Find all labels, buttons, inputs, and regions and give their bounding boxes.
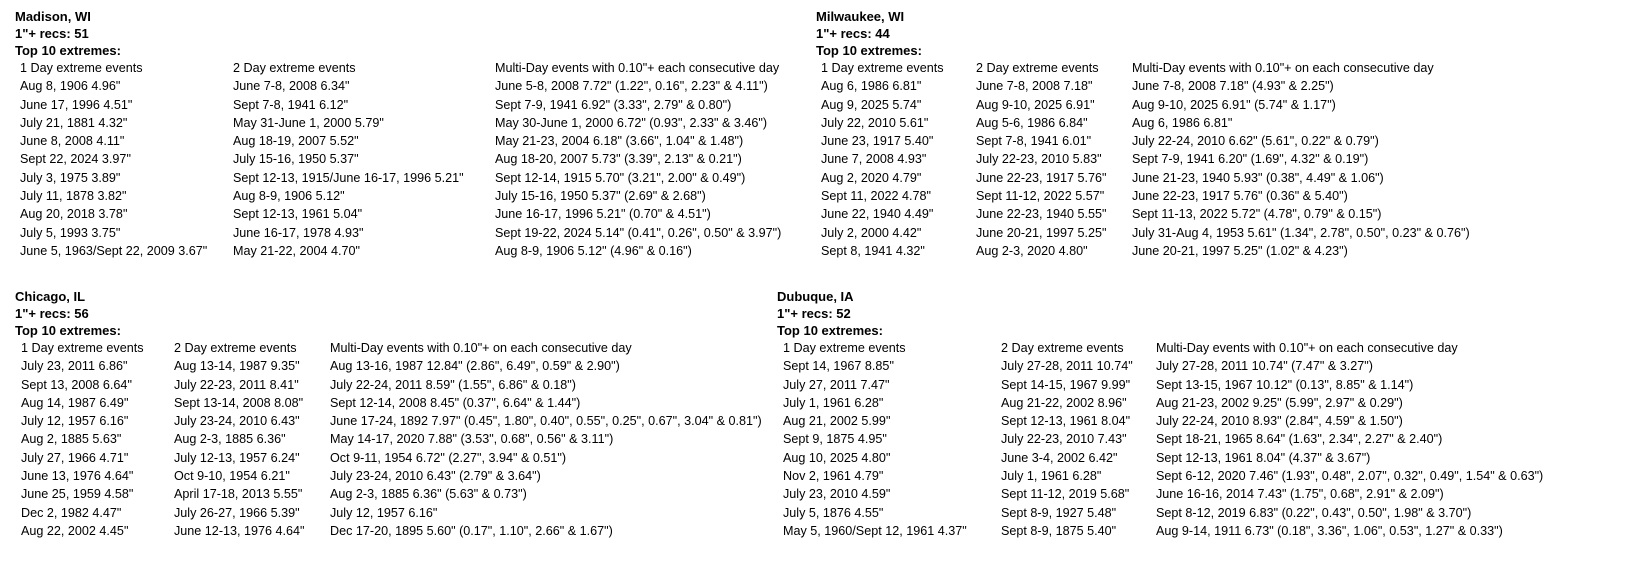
column-header: 2 Day extreme events — [174, 341, 297, 355]
list-item: June 22, 1940 4.49" — [821, 207, 934, 222]
list-item: July 23-24, 2010 6.43" (2.79" & 3.64") — [330, 469, 541, 484]
list-item: Sept 11-12, 2019 5.68" — [1001, 487, 1130, 502]
city-title: Chicago, IL — [15, 289, 86, 304]
list-item: Aug 2, 1885 5.63" — [21, 432, 122, 447]
column-header: 1 Day extreme events — [821, 61, 944, 75]
list-item: Sept 7-9, 1941 6.92" (3.33", 2.79" & 0.80") — [495, 97, 732, 112]
list-item: Dec 2, 1982 4.47" — [21, 505, 122, 520]
column-header: 1 Day extreme events — [783, 341, 906, 355]
recs-count: 1"+ recs: 44 — [816, 26, 890, 41]
list-item: July 5, 1876 4.55" — [783, 505, 884, 520]
list-item: Dec 17-20, 1895 5.60" (0.17", 1.10", 2.66" & 1.67") — [330, 523, 613, 538]
list-item: Sept 12-14, 2008 8.45" (0.37", 6.64" & 1.44") — [330, 395, 581, 410]
list-item: May 21-22, 2004 4.70" — [233, 243, 360, 258]
list-item: Sept 19-22, 2024 5.14" (0.41", 0.26", 0.50" & 3.97") — [495, 225, 782, 240]
list-item: Aug 6, 1986 6.81" — [821, 79, 922, 94]
city-title: Madison, WI — [15, 9, 91, 24]
list-item: June 23, 1917 5.40" — [821, 134, 934, 149]
column-header: 2 Day extreme events — [233, 61, 356, 75]
chicago-one-day-column — [21, 339, 144, 540]
list-item: July 22-23, 2010 7.43" — [1001, 432, 1127, 447]
list-item: Aug 9-10, 2025 6.91" — [976, 97, 1095, 112]
list-item: June 20-21, 1997 5.25" (1.02" & 4.23") — [1132, 243, 1348, 258]
column-header: 2 Day extreme events — [1001, 341, 1124, 355]
list-item: June 22-23, 1917 5.76" (0.36" & 5.40") — [1132, 189, 1348, 204]
list-item: Aug 2, 2020 4.79" — [821, 170, 922, 185]
list-item: June 17-24, 1892 7.97" (0.45", 1.80", 0.40", 0.55", 0.25", 0.67", 3.04" & 0.81") — [330, 414, 762, 429]
list-item: Aug 2-3, 1885 6.36" — [174, 432, 286, 447]
list-item: July 23, 2011 6.86" — [21, 359, 128, 374]
list-item: July 22-24, 2010 6.62" (5.61", 0.22" & 0.79") — [1132, 134, 1379, 149]
list-item: June 5, 1963/Sept 22, 2009 3.67" — [20, 243, 208, 258]
list-item: Sept 13-14, 2008 8.08" — [174, 395, 304, 410]
list-item: July 23-24, 2010 6.43" — [174, 414, 300, 429]
list-item: June 16-16, 2014 7.43" (1.75", 0.68", 2.91" & 2.09") — [1156, 487, 1444, 502]
list-item: Sept 6-12, 2020 7.46" (1.93", 0.48", 2.07", 0.32", 0.49", 1.54" & 0.63") — [1156, 469, 1544, 484]
list-item: Aug 21, 2002 5.99" — [783, 414, 891, 429]
list-item: July 12, 1957 6.16" — [330, 505, 438, 520]
list-item: Sept 13, 2008 6.64" — [21, 377, 132, 392]
list-item: Aug 9-14, 1911 6.73" (0.18", 3.36", 1.06", 0.53", 1.27" & 0.33") — [1156, 523, 1503, 538]
list-item: Sept 14, 1967 8.85" — [783, 359, 894, 374]
list-item: Sept 11-12, 2022 5.57" — [976, 189, 1105, 204]
list-item: May 30-June 1, 2000 6.72" (0.93", 2.33" & 3.46") — [495, 115, 768, 130]
list-item: Sept 7-9, 1941 6.20" (1.69", 4.32" & 0.19") — [1132, 152, 1369, 167]
list-item: Nov 2, 1961 4.79" — [783, 469, 884, 484]
list-item: June 3-4, 2002 6.42" — [1001, 450, 1118, 465]
list-item: June 17, 1996 4.51" — [20, 97, 133, 112]
list-item: Sept 14-15, 1967 9.99" — [1001, 377, 1131, 392]
list-item: June 16-17, 1978 4.93" — [233, 225, 364, 240]
list-item: June 20-21, 1997 5.25" — [976, 225, 1107, 240]
list-item: Aug 9-10, 2025 6.91" (5.74" & 1.17") — [1132, 97, 1336, 112]
madison-section — [15, 8, 121, 59]
list-item: July 22-23, 2011 8.41" — [174, 377, 299, 392]
list-item: Sept 12-13, 1961 8.04" — [1001, 414, 1131, 429]
list-item: April 17-18, 2013 5.55" — [174, 487, 303, 502]
list-item: Sept 7-8, 1941 6.12" — [233, 97, 349, 112]
list-item: June 22-23, 1917 5.76" — [976, 170, 1107, 185]
city-title: Dubuque, IA — [777, 289, 854, 304]
list-item: July 15-16, 1950 5.37" (2.69" & 2.68") — [495, 189, 706, 204]
list-item: June 7-8, 2008 7.18" (4.93" & 2.25") — [1132, 79, 1334, 94]
list-item: Aug 21-22, 2002 8.96" — [1001, 395, 1127, 410]
recs-count: 1"+ recs: 52 — [777, 306, 851, 321]
list-item: July 27, 2011 7.47" — [783, 377, 890, 392]
list-item: Aug 13-16, 1987 12.84" (2.86", 6.49", 0.59" & 2.90") — [330, 359, 620, 374]
milwaukee-section — [816, 8, 922, 59]
city-title: Milwaukee, WI — [816, 9, 905, 24]
list-item: May 5, 1960/Sept 12, 1961 4.37" — [783, 523, 967, 538]
dubuque-two-day-column — [1001, 339, 1133, 540]
list-item: June 16-17, 1996 5.21" (0.70" & 4.51") — [495, 207, 711, 222]
list-item: July 12, 1957 6.16" — [21, 414, 129, 429]
top-extremes-label: Top 10 extremes: — [816, 43, 922, 58]
list-item: July 15-16, 1950 5.37" — [233, 152, 359, 167]
list-item: Aug 18-20, 2007 5.73" (3.39", 2.13" & 0.21") — [495, 152, 742, 167]
list-item: Aug 18-19, 2007 5.52" — [233, 134, 359, 149]
list-item: Sept 11, 2022 4.78" — [821, 189, 931, 204]
list-item: July 11, 1878 3.82" — [20, 189, 127, 204]
dubuque-multi-day-column — [1156, 339, 1543, 540]
list-item: July 31-Aug 4, 1953 5.61" (1.34", 2.78", 0.50", 0.23" & 0.76") — [1132, 225, 1470, 240]
column-header: 2 Day extreme events — [976, 61, 1099, 75]
column-header: 1 Day extreme events — [20, 61, 143, 75]
list-item: May 31-June 1, 2000 5.79" — [233, 115, 384, 130]
list-item: Sept 13-15, 1967 10.12" (0.13", 8.85" & 1.14") — [1156, 377, 1414, 392]
list-item: Sept 12-13, 1915/June 16-17, 1996 5.21" — [233, 170, 464, 185]
list-item: Aug 5-6, 1986 6.84" — [976, 115, 1088, 130]
list-item: June 5-8, 2008 7.72" (1.22", 0.16", 2.23" & 4.11") — [495, 79, 768, 94]
dubuque-one-day-column — [783, 339, 967, 540]
list-item: July 27-28, 2011 10.74" (7.47" & 3.27") — [1156, 359, 1373, 374]
list-item: Sept 12-13, 1961 5.04" — [233, 207, 363, 222]
milwaukee-multi-day-column — [1132, 59, 1470, 260]
column-header: 1 Day extreme events — [21, 341, 144, 355]
list-item: July 26-27, 1966 5.39" — [174, 505, 300, 520]
column-header: Multi-Day events with 0.10"+ on each consecutive day — [330, 341, 632, 355]
list-item: Aug 6, 1986 6.81" — [1132, 115, 1233, 130]
list-item: Sept 18-21, 1965 8.64" (1.63", 2.34", 2.27" & 2.40") — [1156, 432, 1443, 447]
list-item: June 12-13, 1976 4.64" — [174, 523, 305, 538]
column-header: Multi-Day events with 0.10"+ on each consecutive day — [1156, 341, 1458, 355]
list-item: Aug 8, 1906 4.96" — [20, 79, 121, 94]
list-item: June 7-8, 2008 6.34" — [233, 79, 350, 94]
recs-count: 1"+ recs: 51 — [15, 26, 89, 41]
list-item: Aug 21-23, 2002 9.25" (5.99", 2.97" & 0.29") — [1156, 395, 1403, 410]
list-item: June 21-23, 1940 5.93" (0.38", 4.49" & 1.06") — [1132, 170, 1384, 185]
list-item: Aug 22, 2002 4.45" — [21, 523, 129, 538]
list-item: June 7, 2008 4.93" — [821, 152, 927, 167]
list-item: Sept 8, 1941 4.32" — [821, 243, 925, 258]
list-item: Sept 22, 2024 3.97" — [20, 152, 131, 167]
chicago-two-day-column — [174, 339, 305, 540]
chicago-section — [15, 288, 121, 339]
list-item: Sept 7-8, 1941 6.01" — [976, 134, 1092, 149]
top-extremes-label: Top 10 extremes: — [777, 323, 883, 338]
list-item: Aug 9, 2025 5.74" — [821, 97, 922, 112]
list-item: Sept 8-9, 1875 5.40" — [1001, 523, 1117, 538]
list-item: June 13, 1976 4.64" — [21, 469, 134, 484]
list-item: July 12-13, 1957 6.24" — [174, 450, 300, 465]
list-item: July 1, 1961 6.28" — [783, 395, 884, 410]
list-item: Aug 10, 2025 4.80" — [783, 450, 891, 465]
list-item: Aug 2-3, 1885 6.36" (5.63" & 0.73") — [330, 487, 527, 502]
top-extremes-label: Top 10 extremes: — [15, 323, 121, 338]
list-item: Aug 8-9, 1906 5.12" — [233, 189, 345, 204]
list-item: July 27-28, 2011 10.74" — [1001, 359, 1133, 374]
list-item: Sept 9, 1875 4.95" — [783, 432, 887, 447]
list-item: Sept 8-9, 1927 5.48" — [1001, 505, 1117, 520]
list-item: Sept 12-14, 1915 5.70" (3.21", 2.00" & 0.49") — [495, 170, 746, 185]
list-item: July 1, 1961 6.28" — [1001, 469, 1102, 484]
list-item: July 23, 2010 4.59" — [783, 487, 891, 502]
milwaukee-one-day-column — [821, 59, 944, 260]
madison-multi-day-column — [495, 59, 781, 260]
list-item: June 25, 1959 4.58" — [21, 487, 134, 502]
list-item: Aug 2-3, 2020 4.80" — [976, 243, 1088, 258]
recs-count: 1"+ recs: 56 — [15, 306, 89, 321]
top-extremes-label: Top 10 extremes: — [15, 43, 121, 58]
list-item: Sept 11-13, 2022 5.72" (4.78", 0.79" & 0.15") — [1132, 207, 1382, 222]
list-item: Oct 9-11, 1954 6.72" (2.27", 3.94" & 0.51") — [330, 450, 567, 465]
list-item: July 5, 1993 3.75" — [20, 225, 121, 240]
list-item: July 22, 2010 5.61" — [821, 115, 929, 130]
madison-two-day-column — [233, 59, 464, 260]
column-header: Multi-Day events with 0.10"+ each consecutive day — [495, 61, 780, 75]
list-item: Sept 8-12, 2019 6.83" (0.22", 0.43", 0.50", 1.98" & 3.70") — [1156, 505, 1472, 520]
list-item: July 22-24, 2011 8.59" (1.55", 6.86" & 0.18") — [330, 377, 576, 392]
column-header: Multi-Day events with 0.10"+ on each consecutive day — [1132, 61, 1434, 75]
list-item: July 22-23, 2010 5.83" — [976, 152, 1102, 167]
milwaukee-two-day-column — [976, 59, 1107, 260]
list-item: July 21, 1881 4.32" — [20, 115, 128, 130]
chicago-multi-day-column — [330, 339, 762, 540]
list-item: July 22-24, 2010 8.93" (2.84", 4.59" & 1.50") — [1156, 414, 1403, 429]
list-item: May 21-23, 2004 6.18" (3.66", 1.04" & 1.48") — [495, 134, 744, 149]
list-item: Sept 12-13, 1961 8.04" (4.37" & 3.67") — [1156, 450, 1371, 465]
list-item: Aug 13-14, 1987 9.35" — [174, 359, 300, 374]
list-item: July 3, 1975 3.89" — [20, 170, 121, 185]
list-item: Aug 14, 1987 6.49" — [21, 395, 129, 410]
list-item: July 27, 1966 4.71" — [21, 450, 129, 465]
list-item: June 7-8, 2008 7.18" — [976, 79, 1093, 94]
list-item: July 2, 2000 4.42" — [821, 225, 922, 240]
list-item: May 14-17, 2020 7.88" (3.53", 0.68", 0.56" & 3.11") — [330, 432, 614, 447]
madison-one-day-column — [20, 59, 207, 260]
list-item: Oct 9-10, 1954 6.21" — [174, 469, 290, 484]
list-item: June 8, 2008 4.11" — [20, 134, 125, 149]
list-item: June 22-23, 1940 5.55" — [976, 207, 1107, 222]
list-item: Aug 20, 2018 3.78" — [20, 207, 128, 222]
dubuque-section — [777, 288, 883, 339]
list-item: Aug 8-9, 1906 5.12" (4.96" & 0.16") — [495, 243, 692, 258]
